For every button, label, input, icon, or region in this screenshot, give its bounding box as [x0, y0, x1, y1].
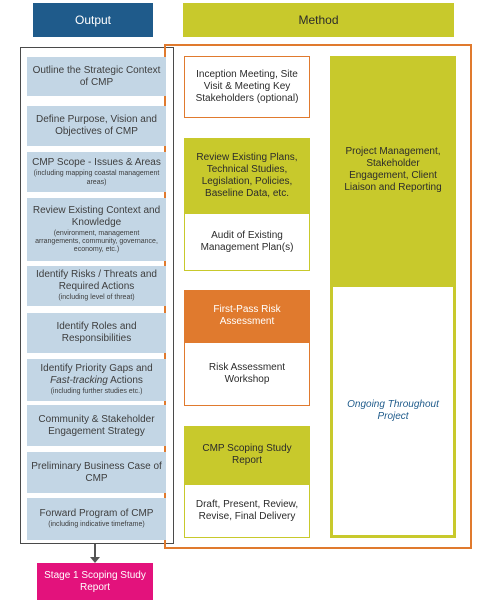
method-label: Ongoing Throughout Project — [347, 399, 439, 422]
output-forward-program — [27, 498, 166, 540]
final-output-box — [37, 563, 153, 600]
output-subtitle: (including mapping coastal management areas) — [33, 170, 160, 186]
method-label: Audit of Existing Management Plan(s) — [200, 230, 294, 253]
output-subtitle: (including level of threat) — [58, 294, 135, 302]
output-title: Forward Program of CMP — [39, 508, 154, 520]
arrow-line — [94, 544, 96, 558]
method-draft-delivery — [184, 484, 310, 538]
method-project-management — [330, 56, 456, 284]
method-label: Draft, Present, Review, Revise, Final Delivery — [195, 499, 299, 522]
method-label: Inception Meeting, Site Visit & Meeting Key Stakeholders (optional) — [195, 69, 299, 104]
output-title-pre: Identify Priority Gaps and — [40, 363, 153, 375]
output-subtitle: (including indicative timeframe) — [48, 521, 145, 529]
method-label: First-Pass Risk Assessment — [213, 304, 281, 327]
output-header-label: Output — [74, 13, 112, 27]
output-title: Community & Stakeholder Engagement Strategy — [38, 413, 155, 437]
method-label: Review Existing Plans, Technical Studies, Legislation, Policies, Baseline Data, etc. — [196, 151, 298, 199]
method-scoping-report — [184, 426, 310, 484]
output-title: Define Purpose, Vision and Objectives of CMP — [35, 114, 157, 137]
method-ongoing — [330, 284, 456, 538]
output-strategic-context — [27, 57, 166, 96]
output-title: Preliminary Business Case of CMP — [31, 460, 162, 484]
final-output-label: Stage 1 Scoping Study Report — [44, 569, 146, 593]
output-title: CMP Scope - Issues & Areas — [32, 157, 161, 169]
output-roles — [27, 313, 166, 353]
method-audit — [184, 213, 310, 271]
output-identify-risks — [27, 266, 166, 306]
output-title: Identify Roles and Responsibilities — [56, 321, 137, 344]
method-label: CMP Scoping Study Report — [202, 443, 292, 466]
method-inception-meeting — [184, 56, 310, 118]
output-priority-gaps — [27, 359, 166, 401]
output-header — [33, 3, 153, 37]
method-risk-workshop — [184, 342, 310, 406]
output-title: Outline the Strategic Context of CMP — [32, 64, 161, 88]
method-review-plans — [184, 138, 310, 213]
output-title: Review Existing Context and Knowledge — [32, 204, 161, 228]
method-label: Project Management, Stakeholder Engagement, Client Liaison and Reporting — [344, 146, 442, 193]
output-subtitle: (including further studies etc.) — [50, 388, 143, 396]
output-cmp-scope — [27, 152, 166, 192]
method-header — [183, 3, 454, 37]
output-business-case — [27, 452, 166, 493]
output-title: Identify Risks / Threats and Required Actions — [36, 269, 157, 293]
output-title — [31, 363, 162, 387]
output-engagement-strategy — [27, 405, 166, 446]
output-purpose-vision — [27, 106, 166, 146]
output-title-em: Fast-tracking — [50, 375, 108, 387]
output-review-context — [27, 198, 166, 261]
method-label: Risk Assessment Workshop — [208, 362, 286, 385]
output-subtitle: (environment, management arrangements, community, governance, economy, etc.) — [35, 229, 158, 254]
method-first-pass-risk — [184, 290, 310, 342]
output-title-post: Actions — [107, 375, 143, 387]
method-header-label: Method — [298, 13, 339, 27]
